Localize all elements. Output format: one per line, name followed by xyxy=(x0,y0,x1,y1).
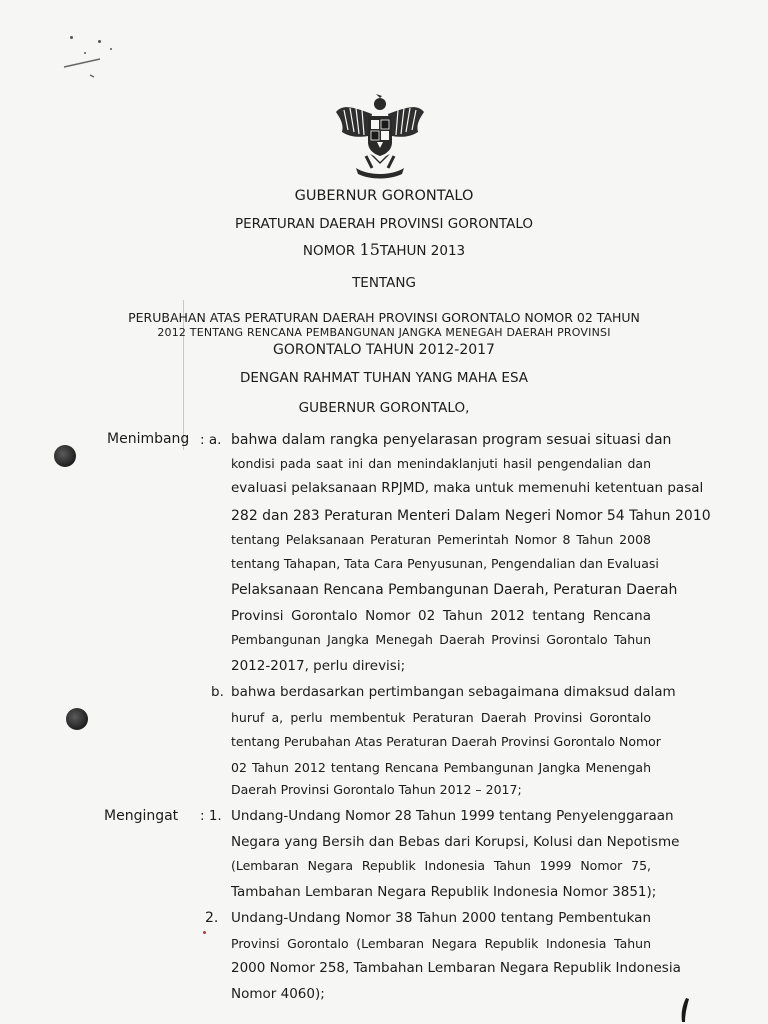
punch-hole-bottom xyxy=(66,708,88,730)
regulation-heading: PERATURAN DAERAH PROVINSI GORONTALO xyxy=(234,216,534,232)
menimbang-b-line: Daerah Provinsi Gorontalo Tahun 2012 – 2017; xyxy=(231,782,522,797)
menimbang-b-line: tentang Perubahan Atas Peraturan Daerah Provinsi Gorontalo Nomor xyxy=(231,734,661,749)
menimbang-b-line: 02 Tahun 2012 tentang Rencana Pembangunan Jangka Menengah xyxy=(231,760,651,775)
red-ink-dot xyxy=(203,931,206,934)
nomor-suffix: TAHUN 2013 xyxy=(379,243,466,259)
mengingat-label: Mengingat xyxy=(104,808,179,824)
mengingat-1-marker: : 1. xyxy=(200,808,222,824)
mengingat-2-line: Provinsi Gorontalo (Lembaran Negara Republik Indonesia Tahun xyxy=(231,936,651,951)
menimbang-b-line: bahwa berdasarkan pertimbangan sebagaimana dimaksud dalam xyxy=(231,684,676,700)
mengingat-1-line: Tambahan Lembaran Negara Republik Indonesia Nomor 3851); xyxy=(231,884,657,900)
menimbang-b-marker: b. xyxy=(211,684,224,700)
mengingat-2-line: Undang-Undang Nomor 38 Tahun 2000 tentang Pembentukan xyxy=(231,910,651,926)
title-line-1: PERUBAHAN ATAS PERATURAN DAERAH PROVINSI GORONTALO NOMOR 02 TAHUN xyxy=(128,310,640,325)
governor-heading: GUBERNUR GORONTALO xyxy=(294,188,474,204)
mengingat-1-line: Undang-Undang Nomor 28 Tahun 1999 tentang Penyelenggaraan xyxy=(231,808,674,824)
menimbang-b-line: huruf a, perlu membentuk Peraturan Daerah Provinsi Gorontalo xyxy=(231,710,651,725)
mengingat-1-line: (Lembaran Negara Republik Indonesia Tahun 1999 Nomor 75, xyxy=(231,858,651,873)
title-line-3: GORONTALO TAHUN 2012-2017 xyxy=(273,342,495,358)
regulation-number xyxy=(0,240,768,259)
menimbang-a-line: Provinsi Gorontalo Nomor 02 Tahun 2012 tentang Rencana xyxy=(231,608,651,624)
menimbang-a-line: 2012-2017, perlu direvisi; xyxy=(231,658,406,674)
scan-speck xyxy=(84,52,86,54)
pen-mark xyxy=(676,996,692,1024)
rahmat-line: DENGAN RAHMAT TUHAN YANG MAHA ESA xyxy=(239,370,529,386)
garuda-emblem-icon xyxy=(330,90,430,182)
gubernur-line: GUBERNUR GORONTALO, xyxy=(298,400,470,416)
tentang-heading: TENTANG xyxy=(352,275,416,291)
menimbang-a-line: evaluasi pelaksanaan RPJMD, maka untuk memenuhi ketentuan pasal xyxy=(231,480,704,496)
scan-speck xyxy=(110,48,112,50)
menimbang-a-line: bahwa dalam rangka penyelarasan program sesuai situasi dan xyxy=(231,432,672,448)
mengingat-2-line: 2000 Nomor 258, Tambahan Lembaran Negara Republik Indonesia xyxy=(231,960,681,976)
menimbang-a-line: tentang Tahapan, Tata Cara Penyusunan, Pengendalian dan Evaluasi xyxy=(231,556,659,571)
mengingat-2-line: Nomor 4060); xyxy=(231,986,325,1002)
menimbang-a-line: tentang Pelaksanaan Peraturan Pemerintah Nomor 8 Tahun 2008 xyxy=(231,532,651,547)
menimbang-a-line: Pelaksanaan Rencana Pembangunan Daerah, Peraturan Daerah xyxy=(231,582,678,598)
mengingat-2-marker: 2. xyxy=(205,910,219,926)
menimbang-a-line: Pembangunan Jangka Menegah Daerah Provinsi Gorontalo Tahun xyxy=(231,632,651,647)
menimbang-a-marker: : a. xyxy=(200,432,222,448)
scan-speck xyxy=(98,40,101,43)
scan-scratch xyxy=(60,55,120,85)
menimbang-a-line: kondisi pada saat ini dan menindaklanjuti hasil pengendalian dan xyxy=(231,456,651,471)
menimbang-a-line: 282 dan 283 Peraturan Menteri Dalam Negeri Nomor 54 Tahun 2010 xyxy=(231,508,711,524)
punch-hole-top xyxy=(54,445,76,467)
mengingat-1-line: Negara yang Bersih dan Bebas dari Korupsi, Kolusi dan Nepotisme xyxy=(231,834,680,850)
title-line-2: 2012 TENTANG RENCANA PEMBANGUNAN JANGKA MENEGAH DAERAH PROVINSI xyxy=(157,326,611,339)
menimbang-label: Menimbang xyxy=(107,431,190,447)
nomor-value: 15 xyxy=(359,240,380,259)
scan-speck xyxy=(70,36,73,39)
nomor-prefix: NOMOR xyxy=(302,243,356,259)
